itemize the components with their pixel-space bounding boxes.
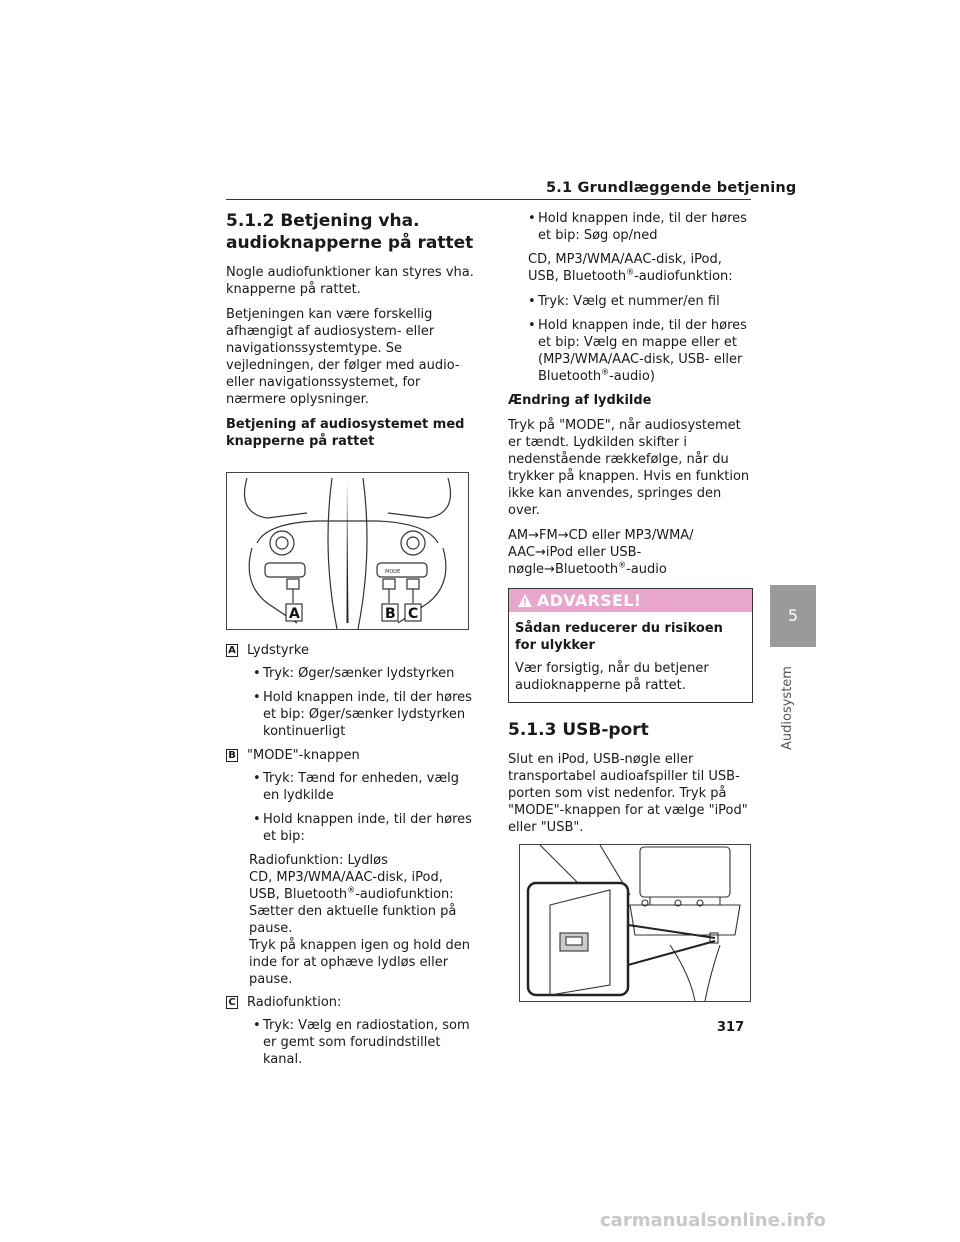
- registered-mark-icon: ®: [618, 560, 627, 570]
- page-number: 317: [717, 1020, 745, 1035]
- section-header: 5.1 Grundlæggende betjening: [546, 180, 797, 196]
- item-a-bullet-1: • Tryk: Øger/sænker lydstyrken: [253, 666, 455, 681]
- figure-label-a: A: [289, 606, 300, 622]
- warning-body: Vær forsigtig, når du betjener audioknapperne på rattet.: [515, 661, 709, 693]
- warning-heading: Sådan reducerer du risikoen for ulykker: [515, 621, 723, 653]
- intro-paragraph-1: Nogle audiofunktioner kan styres vha. knapperne på rattet.: [226, 265, 474, 297]
- section-title-5-1-3: 5.1.3 USB-port: [508, 720, 649, 740]
- right-bullet-1: • Hold knappen inde, til der høres et bip: Søg op/ned: [528, 211, 747, 243]
- item-b-bullet-2: • Hold knappen inde, til der høres et bip:: [253, 812, 472, 844]
- item-a-bullet-2: • Hold knappen inde, til der høres et bip: Øger/sænker lydstyrken kontinuerligt: [253, 690, 472, 739]
- steering-wheel-figure: [226, 472, 469, 630]
- label-box-c: C: [226, 996, 238, 1009]
- figure-label-b: B: [385, 606, 396, 622]
- left-column: [226, 210, 476, 1075]
- item-b-title: "MODE"-knappen: [247, 748, 360, 763]
- change-source-paragraph: Tryk på "MODE", når audiosystemet er tændt. Lydkilden skifter i nedenstående rækkefølge, når du trykker på knappen. Hvis en funktion ikke kan anvendes, springes den over.: [508, 418, 750, 518]
- item-c-title: Radiofunktion:: [247, 995, 342, 1010]
- subheading-steering-controls: Betjening af audiosystemet med knapperne på rattet: [226, 417, 465, 449]
- warning-triangle-icon: [517, 593, 533, 608]
- warning-box: [508, 588, 753, 703]
- warning-title: ADVARSEL!: [537, 591, 642, 610]
- header-rule: [226, 199, 751, 200]
- subheading-change-source: Ændring af lydkilde: [508, 393, 652, 408]
- chapter-label: Audiosystem: [780, 666, 795, 750]
- item-c: [226, 994, 476, 1011]
- registered-mark-icon: ®: [347, 885, 356, 895]
- registered-mark-icon: ®: [626, 267, 635, 277]
- chapter-tab: 5: [770, 585, 816, 647]
- usb-port-illustration: [520, 845, 750, 1001]
- usb-paragraph: Slut en iPod, USB-nøgle eller transportabel audioafspiller til USB-porten som vist nedenfor. Tryk på "MODE"-knappen for at vælge "iPod" eller "USB".: [508, 752, 748, 835]
- item-b-detail-3: Tryk på knappen igen og hold den inde for at ophæve lydløs eller pause.: [249, 938, 470, 987]
- figure-label-c: C: [408, 606, 419, 622]
- warning-header: [509, 589, 752, 612]
- item-c-bullet-1: • Tryk: Vælg en radiostation, som er gemt som forudindstillet kanal.: [253, 1018, 470, 1067]
- item-b-detail-1: Radiofunktion: Lydløs: [249, 853, 388, 868]
- source-sequence: AM→FM→CD eller MP3/WMA/ AAC→iPod eller USB-nøgle→Bluetooth®-audio: [508, 528, 694, 577]
- chapter-label-wrap: [770, 650, 816, 760]
- item-b-bullet-1: • Tryk: Tænd for enheden, vælg en lydkilde: [253, 771, 459, 803]
- figure-mode-button-label: MODE: [385, 569, 401, 575]
- item-a: [226, 642, 476, 659]
- right-bullet-2: • Tryk: Vælg et nummer/en fil: [528, 294, 720, 309]
- right-bullet-1-detail: CD, MP3/WMA/AAC-disk, iPod, USB, Bluetooth®-audiofunktion:: [528, 252, 733, 284]
- right-column: [508, 210, 753, 1014]
- steering-wheel-illustration: [227, 473, 468, 629]
- label-box-b: B: [226, 749, 238, 762]
- section-title-5-1-2: 5.1.2 Betjening vha. audioknapperne på rattet: [226, 211, 474, 253]
- label-box-a: A: [226, 644, 238, 657]
- watermark: carmanualsonline.info: [600, 1210, 826, 1231]
- usb-port-figure: [519, 844, 751, 1002]
- item-a-title: Lydstyrke: [247, 643, 309, 658]
- registered-mark-icon: ®: [601, 367, 610, 377]
- item-b: [226, 747, 476, 764]
- intro-paragraph-2: Betjeningen kan være forskellig afhængigt af audiosystem- eller navigationssystemtype. Se vejledningen, der følger med audio- eller navigationssystemet, for nærmere oplysninger.: [226, 307, 460, 407]
- right-bullet-3: • Hold knappen inde, til der høres et bip: Vælg en mappe eller et (MP3/WMA/AAC-disk, USB- eller Bluetooth®-audio): [528, 318, 747, 384]
- item-b-detail-2: CD, MP3/WMA/AAC-disk, iPod, USB, Bluetooth®-audiofunktion: Sætter den aktuelle funktion på pause.: [249, 870, 457, 936]
